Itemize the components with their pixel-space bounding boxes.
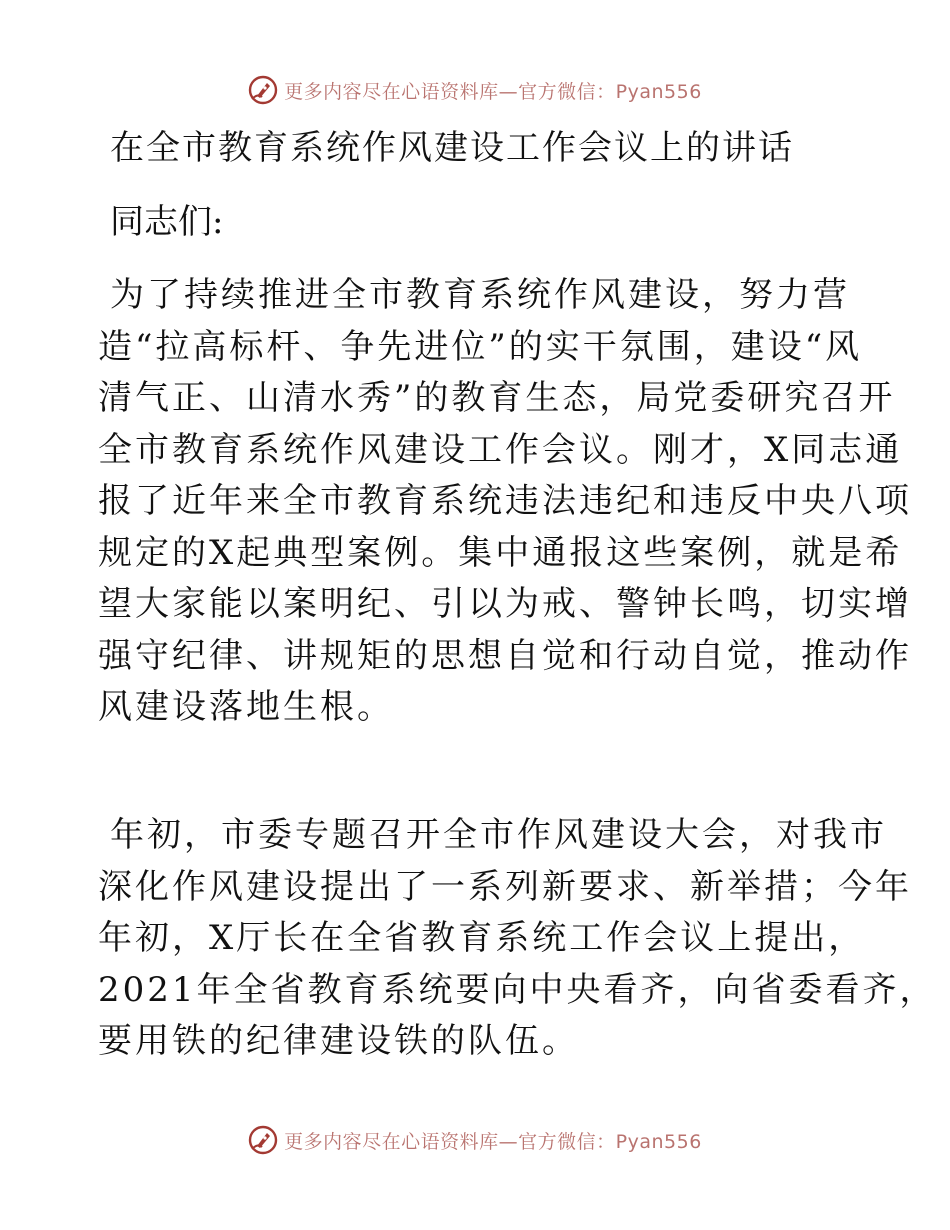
paragraph-line: 强守纪律、讲规矩的思想自觉和行动自觉，推动作 [98,635,912,676]
watermark-text: 更多内容尽在心语资料库—官方微信：Pyan556 [284,80,702,103]
watermark-text: 更多内容尽在心语资料库—官方微信：Pyan556 [284,1130,702,1153]
pen-nib-logo-icon [248,1125,278,1155]
paragraph-line: 望大家能以案明纪、引以为戒、警钟长鸣，切实增 [98,584,912,624]
paragraph-line: 全市教育系统作风建设工作会议。刚才，X同志通 [98,429,903,470]
paragraph-line: 年初，市委专题召开全市作风建设大会，对我市 [110,815,887,855]
watermark-footer [0,1120,950,1160]
paragraph-line: 年初，X厅长在全省教育系统工作会议上提出， [98,918,866,958]
paragraph-line: 规定的X起典型案例。集中通报这些案例，就是希 [98,532,903,573]
paragraph-2 [98,810,937,1068]
paragraph-1 [98,270,912,734]
paragraph-line: 要用铁的纪律建设铁的队伍。 [98,1021,579,1061]
paragraph-line: 风建设落地生根。 [98,687,394,727]
document-title: 在全市教育系统作风建设工作会议上的讲话 [110,128,794,168]
pen-nib-logo-icon [248,75,278,105]
paragraph-line: 为了持续推进全市教育系统作风建设，努力营 [110,275,850,315]
paragraph-line: 2021年全省教育系统要向中央看齐，向省委看齐， [98,969,937,1010]
paragraph-line: 报了近年来全市教育系统违法违纪和违反中央八项 [98,481,912,521]
paragraph-line: 清气正、山清水秀”的教育生态，局党委研究召开 [98,378,896,418]
paragraph-line: 造“拉高标杆、争先进位”的实干氛围，建设“风 [98,326,863,367]
paragraph-line: 深化作风建设提出了一系列新要求、新举措；今年 [98,866,912,907]
salutation: 同志们: [110,202,224,242]
watermark-header [0,70,950,110]
